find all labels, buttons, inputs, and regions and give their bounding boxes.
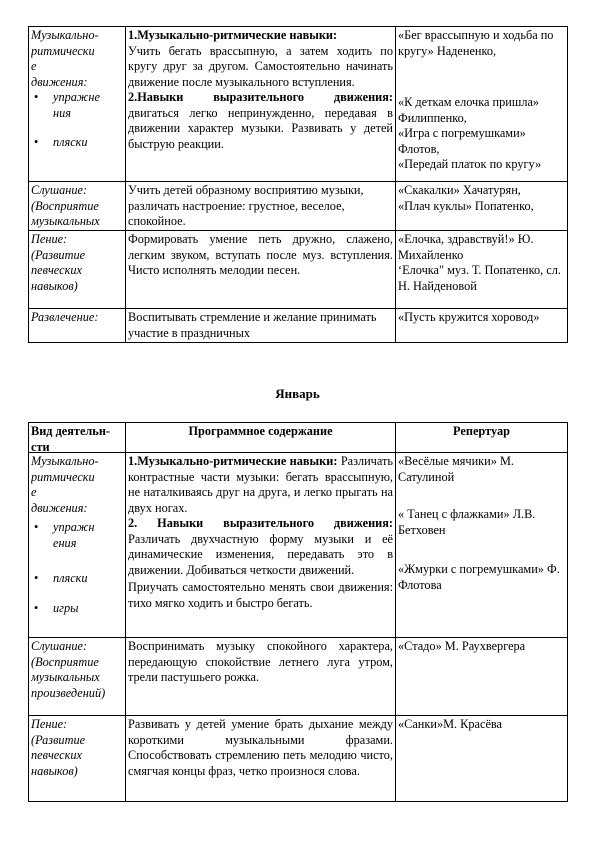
repertoire-cell [396, 182, 568, 231]
content-paragraph: Воспринимать музыку спокойного характера, передающую спокойствие летнего луга утром, трели пастушьего рожка. [128, 639, 393, 684]
repertoire-item: «Скакалки» Хачатурян, [398, 183, 521, 197]
kind-label: (Развитие [31, 247, 86, 262]
kind-cell [29, 231, 126, 309]
repertoire-item: «Передай платок по кругу» [398, 157, 542, 171]
repertoire-cell [396, 27, 568, 182]
subkind-item: • пляски [31, 571, 123, 587]
kind-label: певческих [31, 263, 82, 277]
kind-label: музыкальных [31, 214, 100, 228]
content-paragraph: Воспитывать стремление и желание принимать участие в праздничных [128, 310, 377, 340]
kind-label: певческих [31, 748, 82, 762]
kind-label: ритмически [31, 469, 95, 484]
kind-cell [29, 309, 126, 343]
repertoire-item: «Весёлые мячики» М. Сатулиной [398, 454, 514, 484]
month-title: Январь [275, 386, 320, 401]
table-row [29, 309, 568, 343]
content-cell [126, 309, 396, 343]
repertoire-item: «К деткам елочка пришла» Филиппенко, [398, 95, 540, 125]
content-paragraph: Приучать самостоятельно менять свои движения: тихо мягко ходить и быстро бегать. [128, 580, 393, 610]
table-row [29, 453, 568, 638]
content-paragraph: Развивать у детей умение брать дыхание между короткими музыкальными фразами. Способствовать стремлению петь мелодию чисто, смягчая концы фраз, четко произнося слова. [128, 717, 393, 778]
table-row [29, 182, 568, 231]
content-cell [126, 231, 396, 309]
kind-label: (Восприятие [31, 198, 99, 213]
program-table-december [28, 26, 568, 343]
column-header-content: Программное содержание [126, 423, 396, 453]
repertoire-cell [396, 716, 568, 802]
repertoire-item: «Санки»М. Красёва [398, 717, 503, 731]
kind-label: Слушание: [31, 639, 88, 653]
kind-cell [29, 453, 126, 638]
content-paragraph: 1.Музыкально-ритмические навыки: Учить бегать врассыпную, а затем ходить по кругу друг за другом. Самостоятельно начинать движение после музыкального вступления. [128, 28, 393, 89]
kind-label: Развлечение: [31, 310, 99, 324]
table-row [29, 638, 568, 716]
table-row [29, 231, 568, 309]
subkind-item: • игры [31, 601, 123, 617]
kind-cell [29, 27, 126, 182]
repertoire-item: «Елочка, здравствуй!» Ю. Михайленко [398, 232, 534, 262]
kind-label: Слушание: [31, 183, 88, 197]
kind-label: навыков) [31, 763, 78, 778]
table-header-row [29, 423, 568, 453]
repertoire-cell [396, 638, 568, 716]
repertoire-item: «Плач куклы» Попатенко, [398, 198, 534, 213]
repertoire-cell [396, 231, 568, 309]
repertoire-item: «Стадо» М. Раухвергера [398, 639, 526, 653]
repertoire-item: «Игра с погремушками» Флотов, [398, 126, 526, 156]
kind-cell [29, 182, 126, 231]
repertoire-item: « Танец с флажками» Л.В. Бетховен [398, 507, 536, 537]
kind-label: навыков) [31, 278, 78, 293]
kind-label: ритмически [31, 43, 95, 58]
repertoire-cell [396, 453, 568, 638]
content-paragraph: Учить детей образному восприятию музыки, различать настроение: грустное, веселое, спокойное. [128, 183, 364, 228]
kind-label: Музыкально- [31, 454, 99, 468]
kind-label: движения: [31, 500, 88, 515]
content-paragraph: 1.Музыкально-ритмические навыки: Различать контрастные части музыки: бегать врассыпную, не наталкиваясь друг на друга, и легко прыгать на двух ногах. [128, 454, 393, 515]
repertoire-item: ‘Елочка" муз. Т. Попатенко, сл. Н. Найденовой [398, 263, 561, 293]
kind-cell [29, 716, 126, 802]
kind-label: (Развитие [31, 732, 86, 747]
content-cell [126, 453, 396, 638]
content-cell [126, 716, 396, 802]
kind-label: музыкальных [31, 670, 100, 684]
table-row [29, 27, 568, 182]
kind-label: е [31, 59, 37, 73]
content-paragraph: 2.Навыки выразительного движения: двигаться легко непринужденно, передавая в движении характер музыки. Развивать у детей быструю реакции. [128, 90, 393, 151]
subkind-item: • упражн ения [31, 520, 123, 551]
kind-label: движения: [31, 74, 88, 89]
repertoire-item: «Пусть кружится хоровод» [398, 310, 540, 324]
table-row [29, 716, 568, 802]
kind-label: Музыкально- [31, 28, 99, 42]
repertoire-cell [396, 309, 568, 343]
content-cell [126, 182, 396, 231]
kind-label: Пение: [31, 232, 68, 246]
subkind-item: • пляски [31, 135, 123, 151]
subkind-item: • упражне ния [31, 90, 123, 121]
kind-label: произведений) [31, 685, 106, 700]
repertoire-item: «Бег врассыпную и ходьба по кругу» Надененко, [398, 28, 554, 58]
content-paragraph: Формировать умение петь дружно, слажено, легким звуком, вступать после муз. вступления. Чисто исполнять мелодии песен. [128, 232, 393, 277]
kind-label: е [31, 485, 37, 499]
repertoire-item: «Жмурки с погремушками» Ф. Флотова [398, 562, 560, 592]
column-header-kind: Вид деятельн-сти [29, 423, 126, 453]
content-cell [126, 27, 396, 182]
kind-cell [29, 638, 126, 716]
program-table-january [28, 422, 568, 802]
content-cell [126, 638, 396, 716]
kind-label: Пение: [31, 717, 68, 731]
kind-label: (Восприятие [31, 654, 99, 669]
content-paragraph: 2. Навыки выразительного движения: Различать двухчастную форму музыки и её динамические изменения, передавать это в движении. Добиваться четкости движений. [128, 516, 393, 577]
column-header-repertoire: Репертуар [396, 423, 568, 453]
